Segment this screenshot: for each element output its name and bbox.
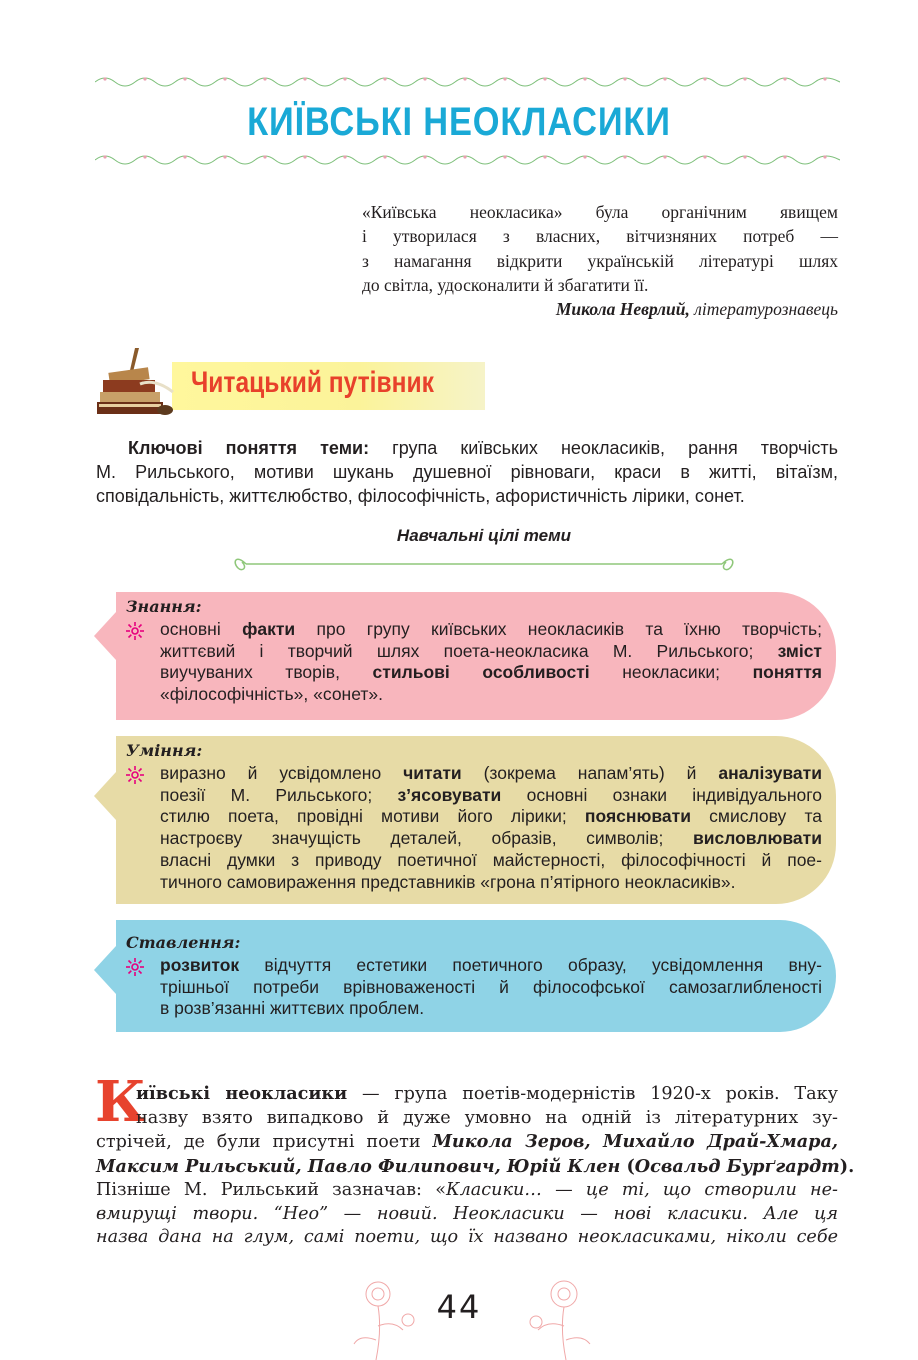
knowledge-line: життєвий і творчий шлях поета-неокласика М. Рильського; зміст <box>160 640 822 661</box>
star-bullet-icon <box>126 766 144 784</box>
epigraph-author-name: Микола Неврлий, <box>555 299 690 320</box>
key-concepts-label: Ключові поняття теми: <box>128 438 370 458</box>
knowledge-box-notch <box>94 612 116 660</box>
skills-box-notch <box>94 772 116 820</box>
attitude-box-notch <box>94 946 116 994</box>
skills-label: Уміння: <box>126 741 203 760</box>
main-text-line: назву взято випадково й дуже умовно на одній із літературних зу- <box>136 1107 838 1128</box>
skills-text <box>160 763 822 893</box>
goals-title: Навчальні цілі теми <box>396 526 572 545</box>
attitude-line: розвиток відчуття естетики поетичного образу, усвідомлення вну- <box>160 955 822 975</box>
key-concepts-line: сповідальність, життєлюбство, філософічність, афористичність лірики, сонет. <box>96 486 745 506</box>
knowledge-line: «філософічність», «сонет». <box>160 684 383 705</box>
skills-line: стилю поета, провідні мотиви його лірики; пояснювати смислову та <box>160 806 822 827</box>
main-text-line: иївські неокласики — група поетів-модерністів 1920-х років. Таку <box>136 1083 838 1104</box>
epigraph-author <box>362 297 838 321</box>
attitude-line: в розв’язанні життєвих проблем. <box>160 998 425 1019</box>
main-text-line: стрічей, де були присутні поети Микола Зеров, Михайло Драй-Хмара, <box>96 1131 839 1152</box>
top-ornament-border <box>95 74 840 90</box>
skills-line: настроєву значущість деталей, образів, символів; висловлювати <box>160 828 822 849</box>
key-concepts <box>96 436 838 508</box>
skills-line: тичного самовираження представників «грона п’ятірного неокласиків». <box>160 871 736 892</box>
key-concepts-text: група київських неокласиків, рання творчість <box>369 438 838 458</box>
star-bullet-icon <box>126 622 144 640</box>
title-ornament-border <box>95 152 840 168</box>
skills-line: власні думки з приводу поетичної майстерності, філософічності й пое- <box>160 849 822 870</box>
key-concepts-line <box>96 436 838 460</box>
page-title: КИЇВСЬКІ НЕОКЛАСИКИ <box>247 100 671 144</box>
main-text-line: Пізніше М. Рильський зазначав: «Класики… — це ті, що створили не- <box>96 1180 838 1200</box>
guide-title: Читацький путівник <box>191 366 434 399</box>
knowledge-text <box>160 619 822 706</box>
epigraph-author-role: літературознавець <box>689 299 838 320</box>
epigraph-line: «Київська неокласика» була органічним явищем <box>362 202 838 222</box>
attitude-line: трішньої потреби врівноваженості й філософської самозаглибленості <box>160 976 822 997</box>
attitude-label: Ставлення: <box>126 933 241 952</box>
main-text <box>96 1082 855 1250</box>
knowledge-label: Знання: <box>126 597 202 616</box>
knowledge-line: виучуваних творів, стильові особливості неокласики; поняття <box>160 662 822 683</box>
main-text-line: Максим Рильський, Павло Филипович, Юрій Клен (Освальд Бурґгардт). <box>96 1155 855 1177</box>
attitude-text <box>160 955 822 1020</box>
page-number: 44 <box>436 1288 482 1326</box>
skills-line: поезії М. Рильського; з’ясовувати основні ознаки індивідуального <box>160 784 822 805</box>
skills-line: виразно й усвідомлено читати (зокрема напам’ять) й аналізувати <box>160 763 822 783</box>
star-bullet-icon <box>126 958 144 976</box>
drop-cap: К <box>95 1069 146 1135</box>
key-concepts-line: М. Рильського, мотиви шукань душевної рівноваги, краси в житті, вітаїзм, <box>96 462 838 482</box>
knowledge-line: основні факти про групу київських неокласиків та їхню творчість; <box>160 619 822 639</box>
books-and-quill-icon <box>95 348 177 420</box>
epigraph-line: і утворилася з власних, вітчизняних потреб — <box>362 226 838 247</box>
epigraph <box>362 200 838 321</box>
epigraph-line: з намагання відкрити українській літературі шлях <box>362 250 838 271</box>
main-text-line: назва дана на глум, самі поети, що їх названо неокласиками, ніколи себе <box>96 1227 838 1247</box>
goals-divider <box>230 552 738 576</box>
epigraph-line: до світла, удосконалити й збагатити її. <box>362 274 649 295</box>
main-text-line: вмирущі твори. “Нео” — новий. Неокласики — нові класики. Але ця <box>96 1203 838 1224</box>
